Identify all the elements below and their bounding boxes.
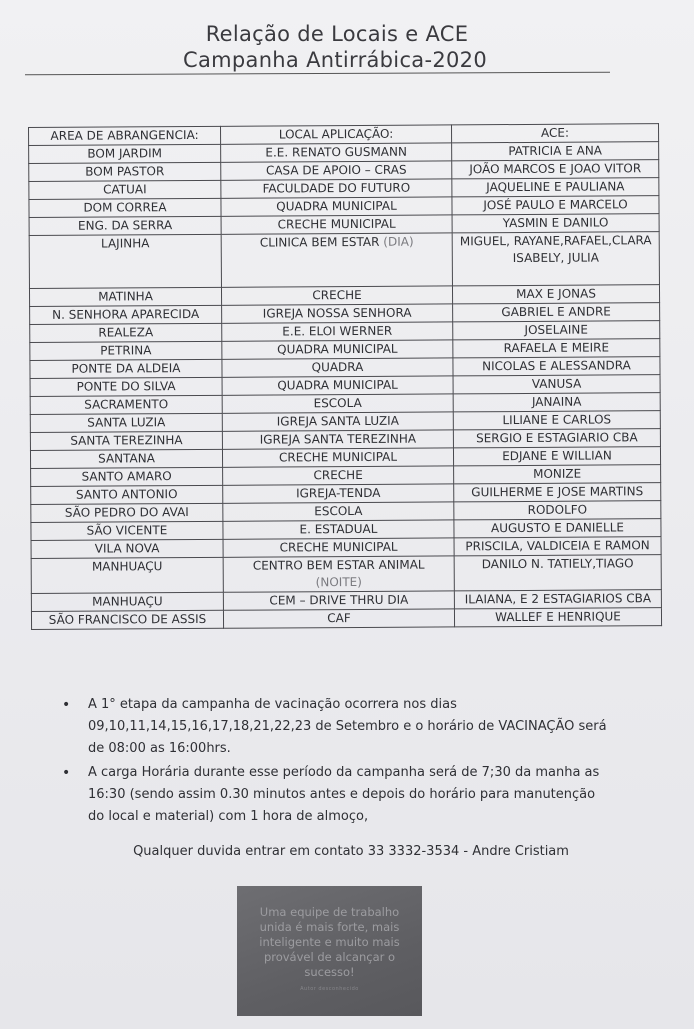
document-subtitle: Campanha Antirrábica-2020 <box>183 48 487 72</box>
cell-ace: NICOLAS E ALESSANDRA <box>453 357 660 376</box>
cell-area: SÃO FRANCISCO DE ASSIS <box>31 610 223 629</box>
bullet-icon: • <box>62 697 71 713</box>
cell-area: MANHUAÇU <box>31 557 223 593</box>
cell-ace: SERGIO E ESTAGIARIO CBA <box>453 429 660 448</box>
title-underline <box>25 72 610 76</box>
cell-ace: JAQUELINE E PAULIANA <box>452 178 659 197</box>
locations-table-wrapper <box>28 123 661 630</box>
cell-local <box>221 233 452 287</box>
cell-area: PONTE DA ALDEIA <box>30 359 222 378</box>
cell-local: IGREJA SANTA TEREZINHA <box>222 430 453 449</box>
cell-area: SANTANA <box>30 449 222 468</box>
cell-area: DOM CORREA <box>29 198 221 217</box>
note-line: A 1° etapa da campanha de vacinação ocorrera nos dias <box>88 697 457 712</box>
table-row <box>29 232 659 289</box>
cell-local-text: CLINICA BEM ESTAR <box>259 234 380 250</box>
cell-local <box>223 556 454 592</box>
cell-area: LAJINHA <box>29 234 221 288</box>
cell-local: QUADRA MUNICIPAL <box>222 376 453 395</box>
cell-area: SANTA LUZIA <box>30 413 222 432</box>
cell-local-text: CENTRO BEM ESTAR ANIMAL <box>252 557 425 573</box>
header-local: LOCAL APLICAÇÃO: <box>220 125 451 144</box>
cell-area: BOM PASTOR <box>29 162 221 181</box>
cell-ace: MONIZE <box>454 465 661 484</box>
cell-local: E.E. ELOI WERNER <box>222 322 453 341</box>
cell-local: CAF <box>223 609 454 628</box>
cell-area: VILA NOVA <box>31 539 223 558</box>
cell-local: ESCOLA <box>223 502 454 521</box>
note-line: 09,10,11,14,15,16,17,18,21,22,23 de Setembro e o horário de VACINAÇÃO será <box>88 719 607 734</box>
cell-ace: VANUSA <box>453 375 660 394</box>
cell-ace: GUILHERME E JOSE MARTINS <box>454 483 661 502</box>
cell-local: QUADRA MUNICIPAL <box>222 340 453 359</box>
cell-area: ENG. DA SERRA <box>29 216 221 235</box>
cell-area: SÃO PEDRO DO AVAI <box>31 503 223 522</box>
cell-local: CEM – DRIVE THRU DIA <box>223 591 454 610</box>
cell-local: CRECHE MUNICIPAL <box>223 538 454 557</box>
cell-local: CASA DE APOIO – CRAS <box>221 161 452 180</box>
cell-local: CRECHE MUNICIPAL <box>221 215 452 234</box>
header-area: AREA DE ABRANGENCIA: <box>29 126 221 145</box>
note-line: do local e material) com 1 hora de almoço, <box>88 809 369 824</box>
cell-area: PONTE DO SILVA <box>30 377 222 396</box>
cell-local: E.E. RENATO GUSMANN <box>221 143 452 162</box>
cell-local: QUADRA <box>222 358 453 377</box>
cell-local: CRECHE MUNICIPAL <box>222 448 453 467</box>
note-line: A carga Horária durante esse período da campanha será de 7;30 da manha as <box>88 765 600 780</box>
cell-area: REALEZA <box>30 323 222 342</box>
cell-ace: RODOLFO <box>454 501 661 520</box>
cell-ace: MAX E JONAS <box>452 285 659 304</box>
header-ace: ACE: <box>451 124 658 143</box>
cell-area: MANHUAÇU <box>31 592 223 611</box>
cell-local: IGREJA SANTA LUZIA <box>222 412 453 431</box>
cell-ace: YASMIN E DANILO <box>452 214 659 233</box>
locations-table <box>28 123 662 630</box>
cell-area: SANTO AMARO <box>31 467 223 486</box>
cell-area: CATUAI <box>29 180 221 199</box>
cell-local: FACULDADE DO FUTURO <box>221 179 452 198</box>
cell-ace: PRISCILA, VALDICEIA E RAMON <box>454 537 661 556</box>
note-line: 16:30 (sendo assim 0.30 minutos antes e depois do horário para manutenção <box>88 787 596 802</box>
motivational-poster <box>237 886 422 1016</box>
cell-ace: LILIANE E CARLOS <box>453 411 660 430</box>
document-title: Relação de Locais e ACE <box>205 22 469 46</box>
note-line: de 08:00 as 16:00hrs. <box>88 741 231 756</box>
cell-local-note: (DIA) <box>383 234 414 249</box>
bullet-icon: • <box>62 765 71 781</box>
cell-ace: JOSÉ PAULO E MARCELO <box>452 196 659 215</box>
cell-area: PETRINA <box>30 341 222 360</box>
cell-ace: JOÃO MARCOS E JOAO VITOR <box>452 160 659 179</box>
cell-ace: RAFAELA E MEIRE <box>453 339 660 358</box>
cell-ace: MIGUEL, RAYANE,RAFAEL,CLARA ISABELY, JULIA <box>452 232 659 286</box>
cell-ace: JOSELAINE <box>453 321 660 340</box>
cell-local: E. ESTADUAL <box>223 520 454 539</box>
cell-local: ESCOLA <box>222 394 453 413</box>
note-vaccination-dates <box>62 694 612 760</box>
table-row <box>31 555 661 594</box>
cell-area: SACRAMENTO <box>30 395 222 414</box>
contact-line: Qualquer duvida entrar em contato 33 3332-3534 - Andre Cristiam <box>133 844 569 859</box>
cell-ace: EDJANE E WILLIAN <box>453 447 660 466</box>
poster-quote: Uma equipe de trabalho unida é mais forte, mais inteligente e muito mais provável de alcançar o sucesso! <box>259 904 400 979</box>
cell-ace: WALLEF E HENRIQUE <box>454 608 661 627</box>
table-row <box>31 608 661 630</box>
cell-ace: JANAINA <box>453 393 660 412</box>
cell-area: SANTO ANTONIO <box>31 485 223 504</box>
cell-area: N. SENHORA APARECIDA <box>30 305 222 324</box>
cell-area: SÃO VICENTE <box>31 521 223 540</box>
cell-local-note: (NOITE) <box>315 574 362 590</box>
cell-local: QUADRA MUNICIPAL <box>221 197 452 216</box>
cell-local: IGREJA NOSSA SENHORA <box>222 304 453 323</box>
notes-list <box>62 694 612 830</box>
cell-local: CRECHE <box>223 466 454 485</box>
cell-area: BOM JARDIM <box>29 144 221 163</box>
poster-signature: Autor desconhecido <box>300 985 359 992</box>
cell-ace: PATRICIA E ANA <box>452 142 659 161</box>
cell-local: IGREJA-TENDA <box>223 484 454 503</box>
cell-ace: ILAIANA, E 2 ESTAGIARIOS CBA <box>454 590 661 609</box>
cell-ace: GABRIEL E ANDRE <box>453 303 660 322</box>
cell-ace: AUGUSTO E DANIELLE <box>454 519 661 538</box>
cell-area: SANTA TEREZINHA <box>30 431 222 450</box>
cell-local: CRECHE <box>221 286 452 305</box>
cell-ace: DANILO N. TATIELY,TIAGO <box>454 555 661 591</box>
cell-area: MATINHA <box>29 287 221 306</box>
note-work-hours <box>62 762 612 828</box>
